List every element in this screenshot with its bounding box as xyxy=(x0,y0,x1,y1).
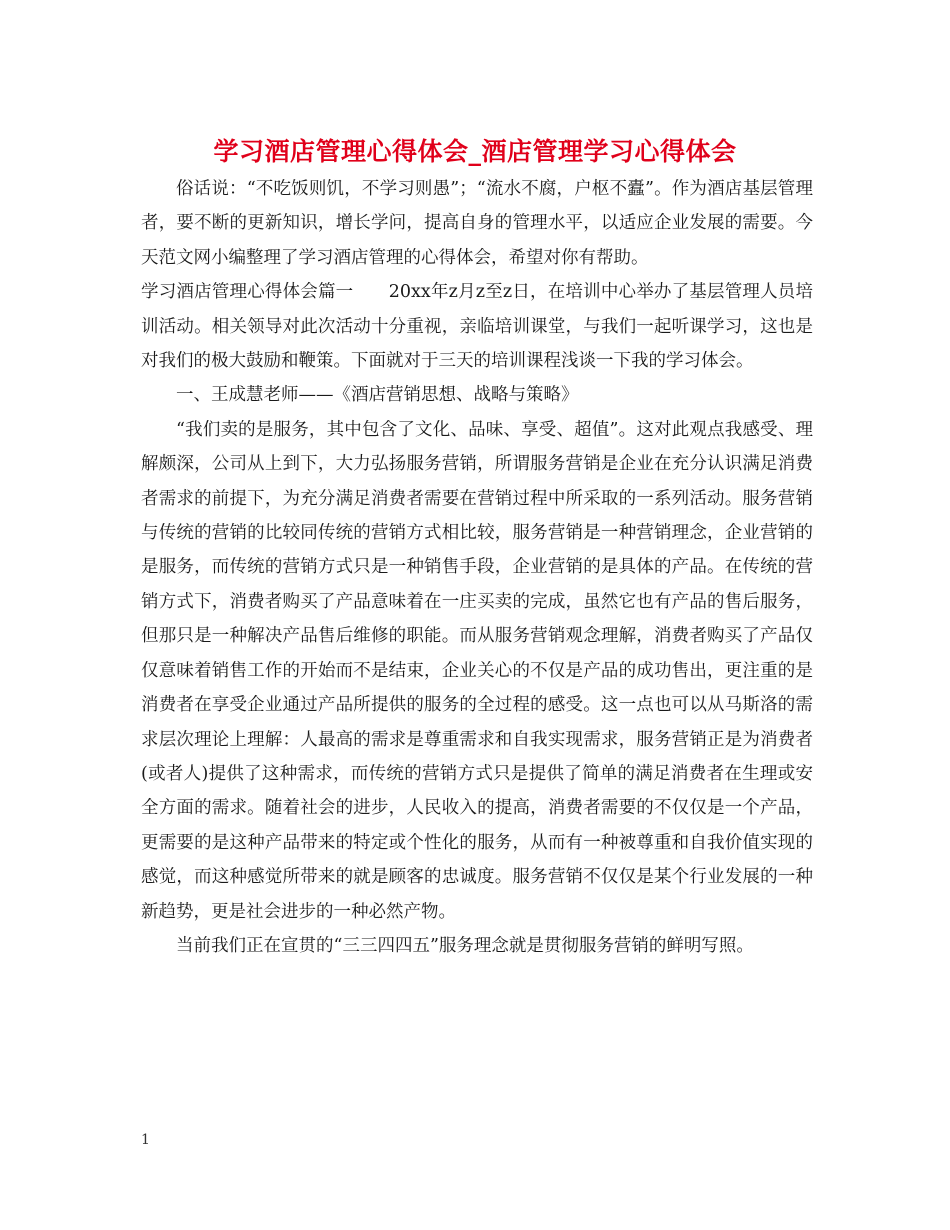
document-title: 学习酒店管理心得体会_酒店管理学习心得体会 xyxy=(213,137,737,166)
page-number: 1 xyxy=(141,1132,150,1148)
paragraph-service-marketing: “我们卖的是服务，其中包含了文化、品味、享受、超值”。这对此观点我感受、理解颇深，公司从上到下，大力弘扬服务营销，所谓服务营销是企业在充分认识满足消费者需求的前提下，为充分满足消费者需要在营销过程中所采取的一系列活动。服务营销与传统的营销的比较同传统的营销方式相比较，服务营销是一种营销理念，企业营销的是服务，而传统的营销方式只是一种销售手段，企业营销的是具体的产品。在传统的营销方式下，消费者购买了产品意味着在一庄买卖的完成，虽然它也有产品的售后服务，但那只是一种解决产品售后维修的职能。而从服务营销观念理解，消费者购买了产品仅仅意味着销售工作的开始而不是结束，企业关心的不仅是产品的成功售出，更注重的是消费者在享受企业通过产品所提供的服务的全过程的感受。这一点也可以从马斯洛的需求层次理论上理解：人最高的需求是尊重需求和自我实现需求，服务营销正是为消费者(或者人)提供了这种需求，而传统的营销方式只是提供了简单的满足消费者在生理或安全方面的需求。随着社会的进步，人民收入的提高，消费者需要的不仅仅是一个产品，更需要的是这种产品带来的特定或个性化的服务，从而有一种被尊重和自我价值实现的感觉，而这种感觉所带来的就是顾客的忠诚度。服务营销不仅仅是某个行业发展的一种新趋势，更是社会进步的一种必然产物。 xyxy=(141,419,813,922)
paragraph-service-concept: 当前我们正在宣贯的“三三四四五”服务理念就是贯彻服务营销的鲜明写照。 xyxy=(176,935,754,956)
paragraph-part-one: 学习酒店管理心得体会篇一 20xx年z月z至z日，在培训中心举办了基层管理人员培训活动。相关领导对此次活动十分重视，亲临培训课堂，与我们一起听课学习，这也是对我们的极大鼓励和鞭策。下面就对于三天的培训课程浅谈一下我的学习体会。 xyxy=(141,282,813,372)
paragraph-intro: 俗话说：“不吃饭则饥，不学习则愚”；“流水不腐，户枢不蠹”。作为酒店基层管理者，要不断的更新知识，增长学问，提高自身的管理水平，以适应企业发展的需要。今天范文网小编整理了学习酒店管理的心得体会，希望对你有帮助。 xyxy=(141,179,813,268)
document-body xyxy=(141,172,813,963)
section-heading-1: 一、王成慧老师——《酒店营销思想、战略与策略》 xyxy=(176,385,579,406)
